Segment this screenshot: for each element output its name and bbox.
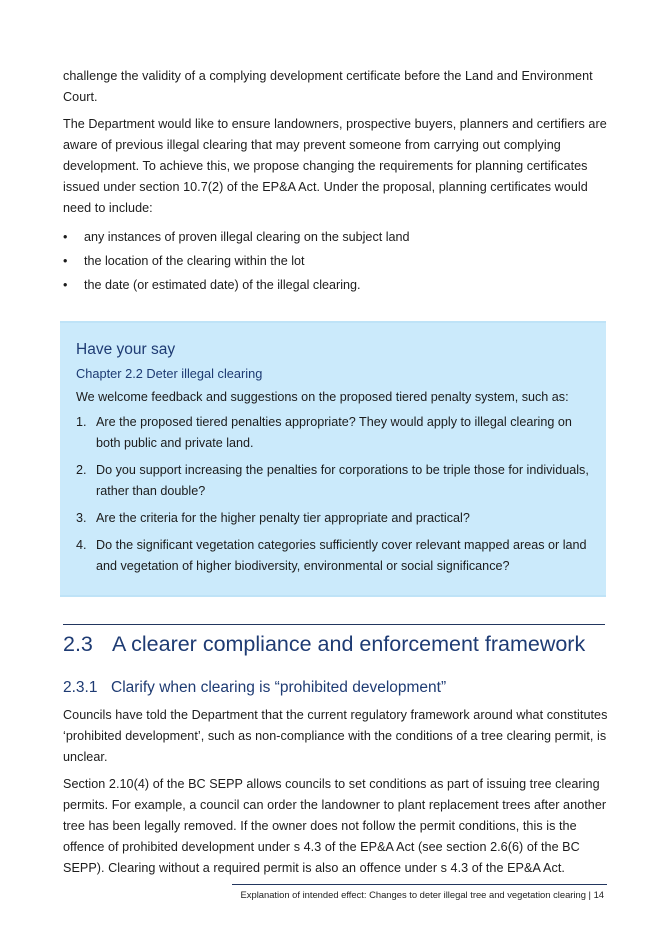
intro-paragraph-2: The Department would like to ensure landowners, prospective buyers, planners and certifiers are aware of previous illegal clearing that may prevent someone from carrying out complying development. To achieve this, we propose changing the requirements for planning certificates issued under section 10.7(2) of the EP&A Act. Under the proposal, planning certificates would need to include: xyxy=(63,117,607,215)
question-number: 3. xyxy=(76,511,87,525)
section-divider xyxy=(63,624,605,625)
question-list xyxy=(76,412,590,577)
section-number: 2.3 xyxy=(63,632,93,656)
subsection-number: 2.3.1 xyxy=(63,679,98,696)
question-item xyxy=(76,508,590,529)
question-text: Are the criteria for the higher penalty tier appropriate and practical? xyxy=(96,511,470,525)
question-number: 4. xyxy=(76,538,87,552)
intro-paragraph-1: challenge the validity of a complying development certificate before the Land and Environment Court. xyxy=(63,69,593,104)
subsection-body xyxy=(63,705,608,885)
callout-heading: Have your say xyxy=(76,341,176,358)
section-heading xyxy=(63,629,585,659)
question-item xyxy=(76,460,590,502)
requirements-list xyxy=(63,227,608,296)
question-number: 2. xyxy=(76,463,87,477)
body-paragraph-1: Councils have told the Department that the current regulatory framework around what constitutes ‘prohibited development’, such as non-compliance with the conditions of a tree clearing permit, is unclear. xyxy=(63,708,608,764)
question-item xyxy=(76,412,590,454)
have-your-say-callout xyxy=(60,321,606,597)
page-footer: Explanation of intended effect: Changes to deter illegal tree and vegetation clearing | 14 xyxy=(240,889,604,900)
question-text: Do the significant vegetation categories sufficiently cover relevant mapped areas or land and vegetation of higher biodiversity, environmental or social significance? xyxy=(96,538,587,573)
question-text: Are the proposed tiered penalties appropriate? They would apply to illegal clearing on both public and private land. xyxy=(96,415,572,450)
list-item: • the location of the clearing within the lot xyxy=(63,251,608,272)
intro-section xyxy=(63,66,608,299)
callout-subheading: Chapter 2.2 Deter illegal clearing xyxy=(76,366,263,381)
body-paragraph-2: Section 2.10(4) of the BC SEPP allows councils to set conditions as part of issuing tree clearing permits. For example, a council can order the landowner to plant replacement trees after another tree has been legally removed. If the owner does not follow the permit conditions, this is the offence of prohibited development under s 4.3 of the EP&A Act (see section 2.6(6) of the BC SEPP). Clearing without a required permit is also an offence under s 4.3 of the EP&A Act. xyxy=(63,777,607,875)
subsection-heading xyxy=(63,676,446,700)
subsection-title: Clarify when clearing is “prohibited development” xyxy=(111,679,447,696)
question-number: 1. xyxy=(76,415,87,429)
section-title: A clearer compliance and enforcement framework xyxy=(112,632,586,656)
list-item: • the date (or estimated date) of the illegal clearing. xyxy=(63,275,608,296)
list-item: • any instances of proven illegal clearing on the subject land xyxy=(63,227,608,248)
footer-divider xyxy=(232,884,607,885)
question-text: Do you support increasing the penalties for corporations to be triple those for individuals, rather than double? xyxy=(96,463,589,498)
callout-intro: We welcome feedback and suggestions on the proposed tiered penalty system, such as: xyxy=(76,390,569,404)
question-item xyxy=(76,535,590,577)
